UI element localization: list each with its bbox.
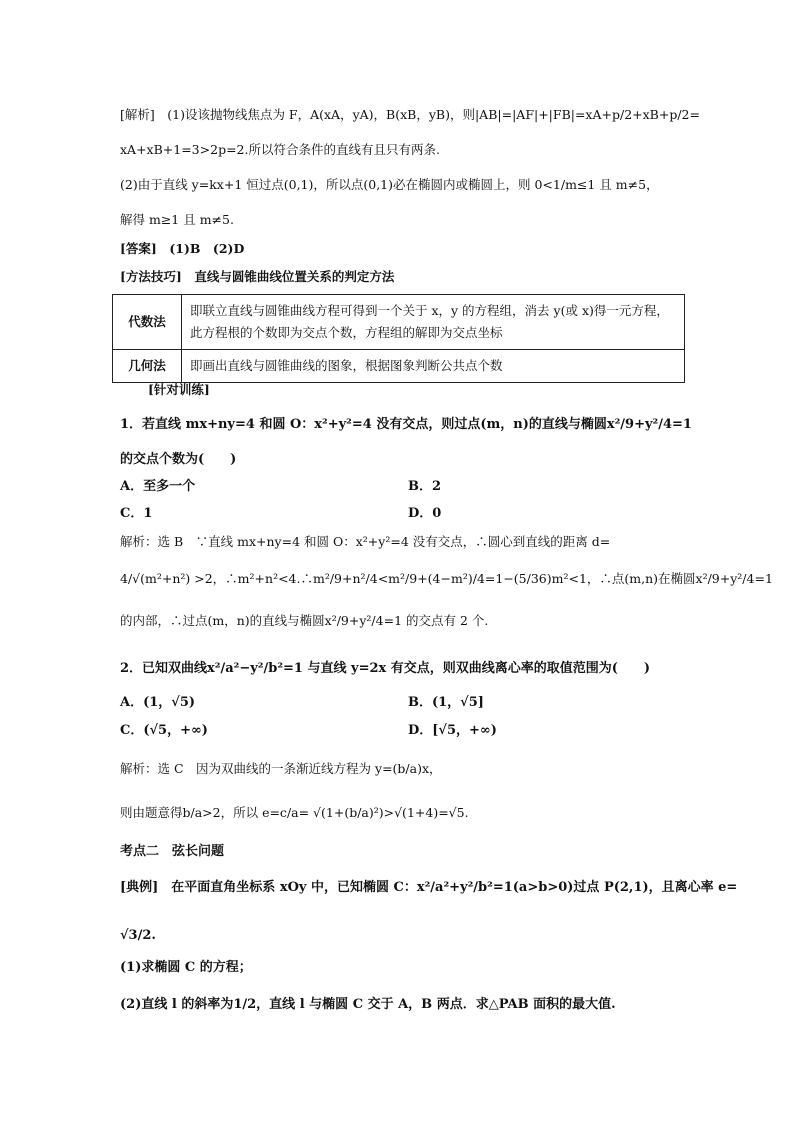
q2-solution-1: 解析：选 C 因为双曲线的一条渐近线方程为 y=(b/a)x， — [120, 761, 442, 776]
method-row — [113, 295, 685, 350]
method-title: [方法技巧] 直线与圆锥曲线位置关系的判定方法 — [120, 269, 395, 284]
q2-solution-2: 则由题意得b/a>2，所以 e=c/a= √(1+(b/a)²)>√(1+4)=√5. — [120, 805, 469, 820]
analysis-line-3: (2)由于直线 y=kx+1 恒过点(0,1)，所以点(0,1)必在椭圆内或椭圆上，则 0<1/m≤1 且 m≠5， — [120, 177, 659, 192]
q1-stem-2: 的交点个数为( ) — [120, 452, 237, 467]
analysis-line-2: xA+xB+1=3>2p=2.所以符合条件的直线有且只有两条. — [120, 142, 440, 157]
answer-line: [答案] (1)B (2)D — [120, 241, 245, 256]
q1-option-c: C．1 — [120, 506, 153, 521]
method-row — [113, 350, 685, 383]
example-line-1: [典例] 在平面直角坐标系 xOy 中，已知椭圆 C：x²/a²+y²/b²=1(a>b>0)过点 P(2,1)，且离心率 e= — [120, 880, 738, 895]
example-part-1: (1)求椭圆 C 的方程； — [120, 960, 252, 975]
q1-stem-1: 1．若直线 mx+ny=4 和圆 O：x²+y²=4 没有交点，则过点(m，n)的直线与椭圆x²/9+y²/4=1 — [120, 417, 692, 432]
analysis-line-4: 解得 m≥1 且 m≠5. — [120, 212, 234, 227]
q1-option-a: A．至多一个 — [120, 479, 196, 494]
method-value: 即联立直线与圆锥曲线方程可得到一个关于 x，y 的方程组，消去 y(或 x)得一元方程，此方程根的个数即为交点个数，方程组的解即为交点坐标 — [182, 295, 685, 350]
q2-option-b: B．(1，√5] — [408, 695, 484, 710]
method-value: 即画出直线与圆锥曲线的图象，根据图象判断公共点个数 — [182, 350, 685, 383]
q2-option-d: D．[√5，+∞) — [408, 723, 497, 738]
method-table — [112, 294, 685, 383]
q2-option-a: A．(1，√5) — [120, 695, 196, 710]
example-line-2: √3/2. — [120, 928, 156, 943]
q1-solution-3: 的内部，∴过点(m，n)的直线与椭圆x²/9+y²/4=1 的交点有 2 个. — [120, 613, 489, 628]
section-title: 考点二 弦长问题 — [120, 844, 225, 859]
q2-stem: 2．已知双曲线x²/a²−y²/b²=1 与直线 y=2x 有交点，则双曲线离心率的取值范围为( ) — [120, 661, 651, 676]
training-title: [针对训练] — [148, 382, 210, 397]
q2-option-c: C．(√5，+∞) — [120, 723, 208, 738]
analysis-line-1: [解析] (1)设该抛物线焦点为 F，A(xA，yA)，B(xB，yB)，则|AB|=|AF|+|FB|=xA+p/2+xB+p/2= — [120, 107, 700, 122]
example-part-2: (2)直线 l 的斜率为1/2，直线 l 与椭圆 C 交于 A，B 两点．求△PAB 面积的最大值. — [120, 997, 616, 1012]
q1-option-b: B．2 — [408, 479, 442, 494]
method-key: 几何法 — [113, 350, 182, 383]
q1-solution-2: 4/√(m²+n²) >2，∴m²+n²<4.∴m²/9+n²/4<m²/9+(4−m²)/4=1−(5/36)m²<1，∴点(m,n)在椭圆x²/9+y²/4=1 — [120, 571, 773, 586]
q1-solution-1: 解析：选 B ∵直线 mx+ny=4 和圆 O：x²+y²=4 没有交点，∴圆心到直线的距离 d= — [120, 534, 611, 549]
q1-option-d: D．0 — [408, 506, 442, 521]
method-key: 代数法 — [113, 295, 182, 350]
